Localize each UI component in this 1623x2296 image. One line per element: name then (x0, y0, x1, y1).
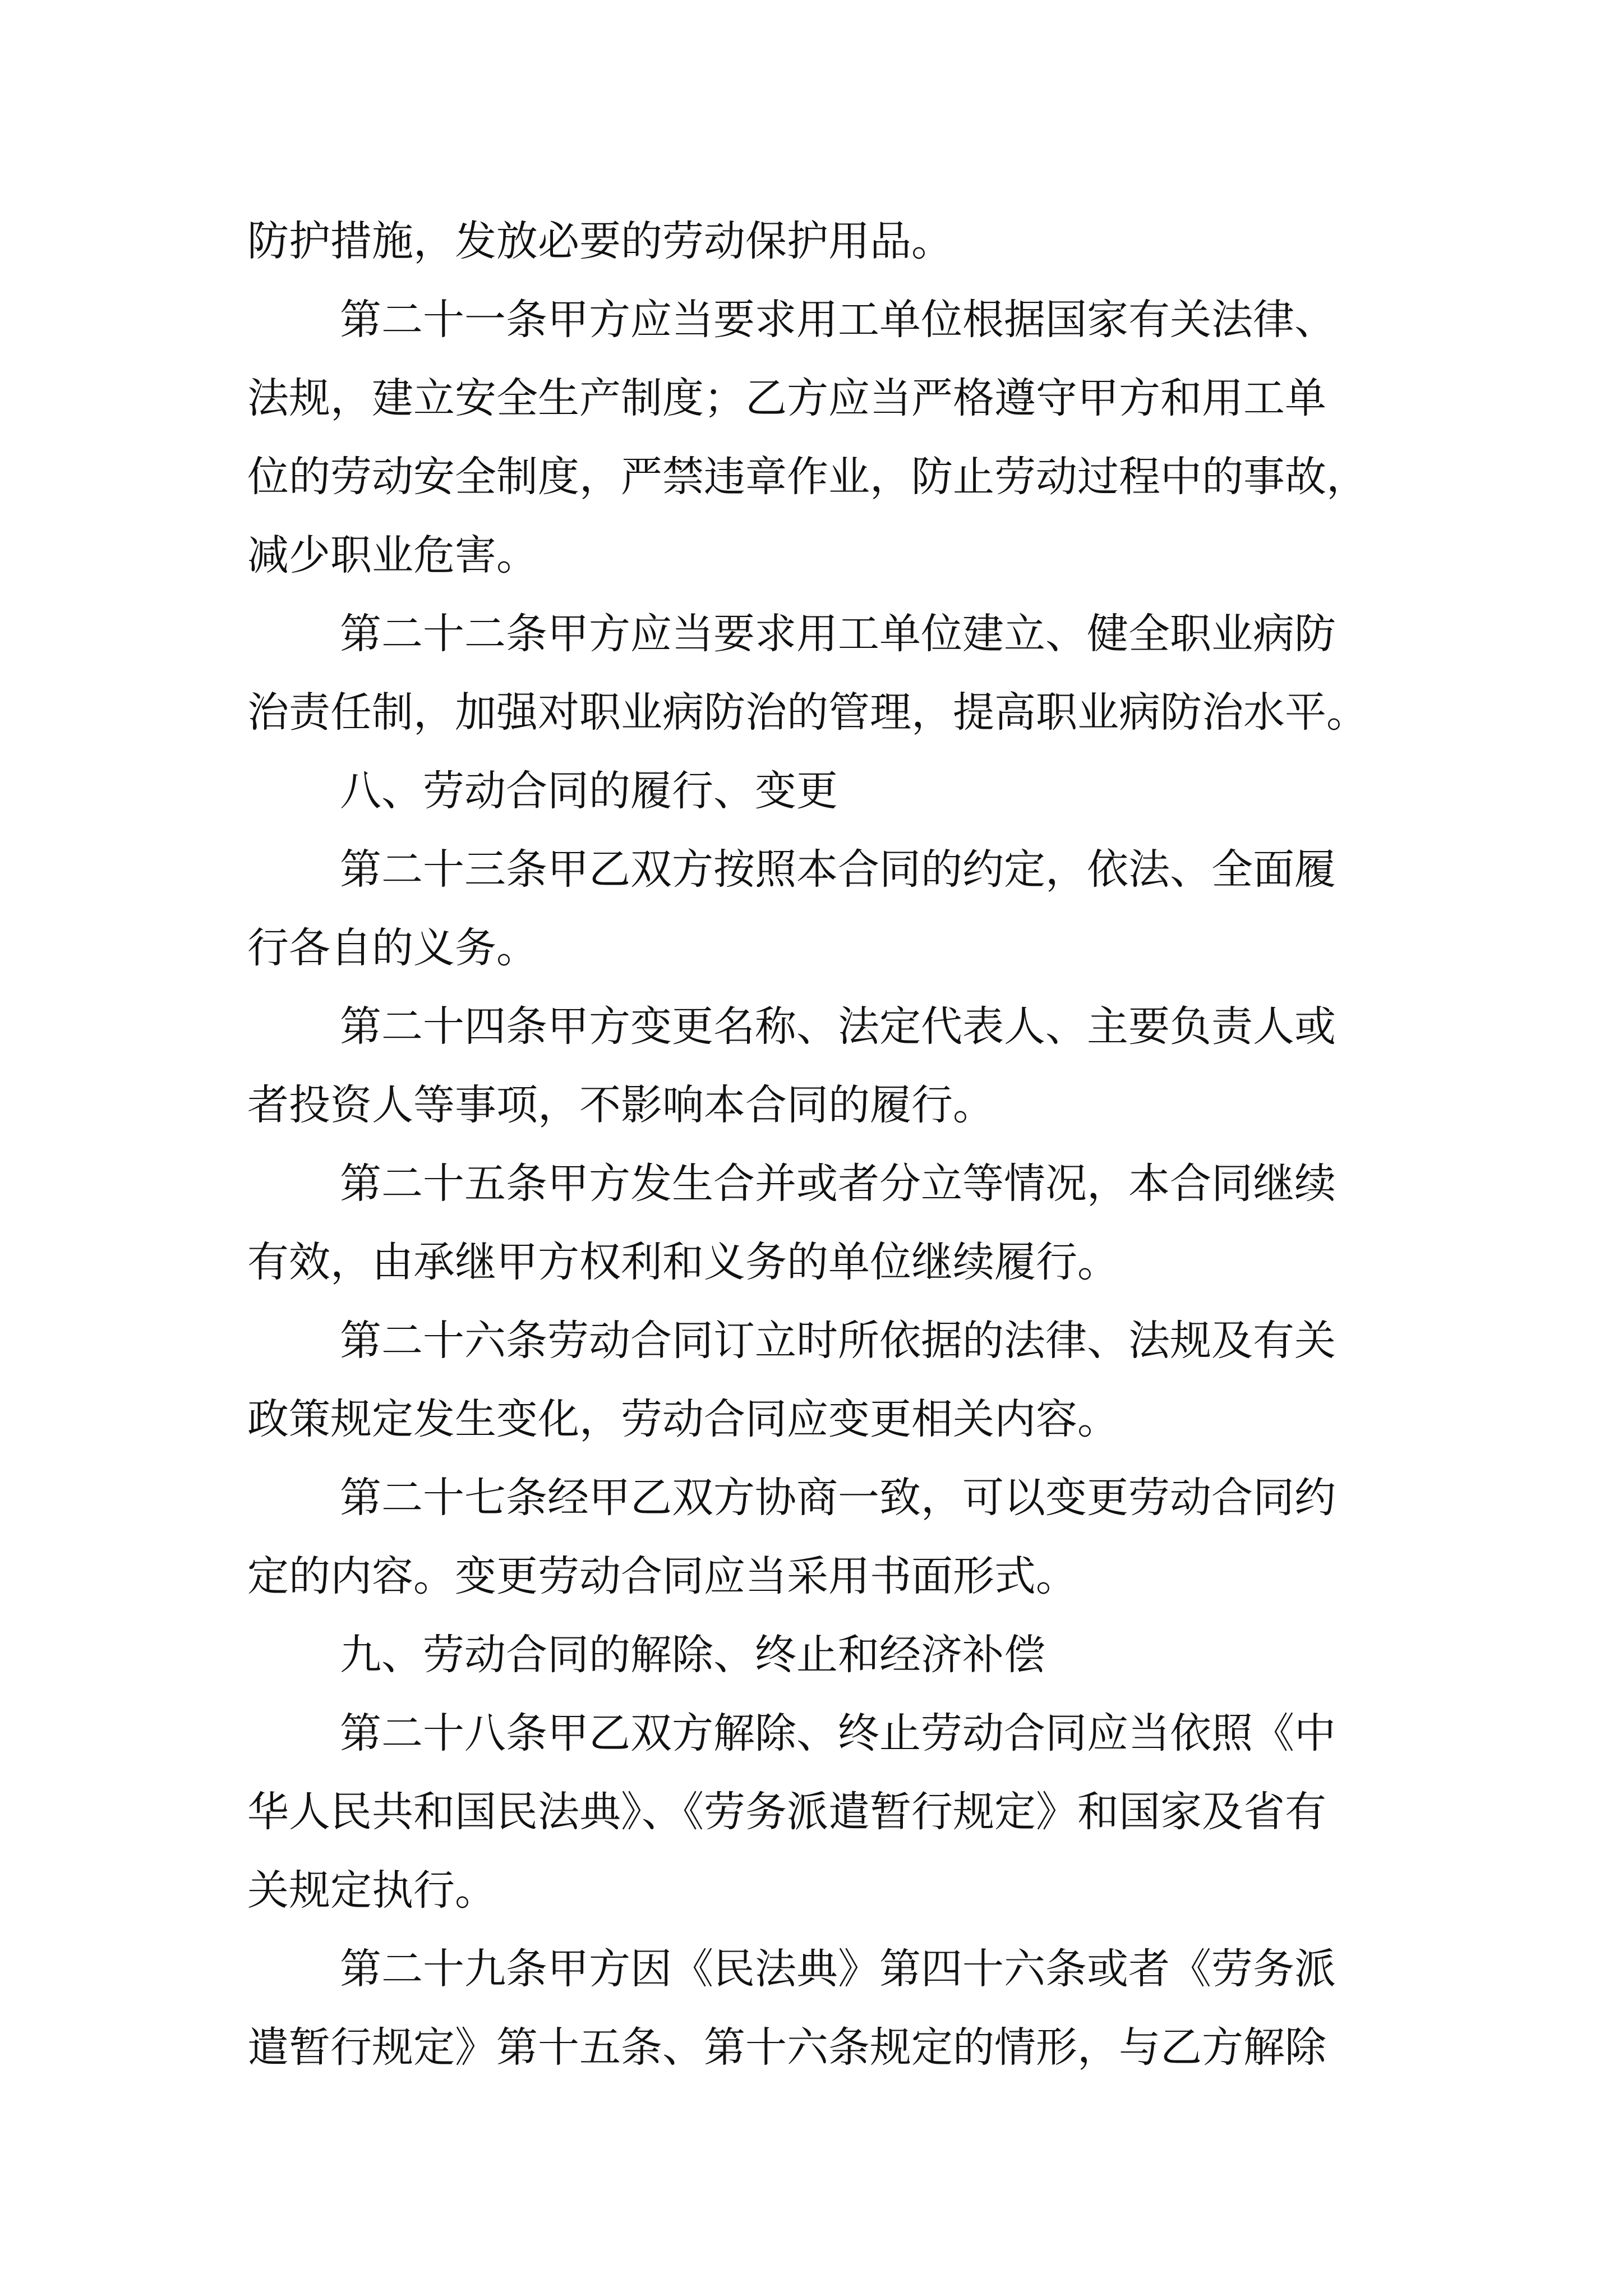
text-line: 位的劳动安全制度，严禁违章作业，防止劳动过程中的事故， (247, 453, 1368, 501)
text-line: 治责任制，加强对职业病防治的管理，提高职业病防治水平。 (247, 688, 1368, 737)
text-line: 减少职业危害。 (247, 531, 538, 579)
article-21-line: 第二十一条甲方应当要求用工单位根据国家有关法律、 (340, 296, 1336, 344)
article-23-line: 第二十三条甲乙双方按照本合同的约定，依法、全面履 (340, 845, 1336, 894)
section-heading-9: 九、劳动合同的解除、终止和经济补偿 (340, 1631, 1045, 1679)
text-line: 有效，由承继甲方权利和义务的单位继续履行。 (247, 1238, 1119, 1286)
text-line: 政策规定发生变化，劳动合同应变更相关内容。 (247, 1395, 1119, 1443)
section-heading-8: 八、劳动合同的履行、变更 (340, 767, 838, 815)
text-line: 法规，建立安全生产制度；乙方应当严格遵守甲方和用工单 (247, 374, 1326, 422)
text-line: 遣暂行规定》第十五条、第十六条规定的情形，与乙方解除 (247, 2023, 1326, 2072)
text-line: 定的内容。变更劳动合同应当采用书面形式。 (247, 1552, 1077, 1600)
article-27-line: 第二十七条经甲乙双方协商一致，可以变更劳动合同约 (340, 1474, 1336, 1522)
text-line: 者投资人等事项，不影响本合同的履行。 (247, 1081, 994, 1129)
article-26-line: 第二十六条劳动合同订立时所依据的法律、法规及有关 (340, 1317, 1336, 1365)
article-22-line: 第二十二条甲方应当要求用工单位建立、健全职业病防 (340, 610, 1336, 658)
article-25-line: 第二十五条甲方发生合并或者分立等情况，本合同继续 (340, 1159, 1336, 1208)
article-24-line: 第二十四条甲方变更名称、法定代表人、主要负责人或 (340, 1002, 1336, 1051)
text-line: 关规定执行。 (247, 1866, 496, 1915)
text-line: 行各自的义务。 (247, 924, 538, 972)
document-body (247, 202, 1369, 2087)
article-29-line: 第二十九条甲方因《民法典》第四十六条或者《劳务派 (340, 1945, 1336, 1993)
text-line: 华人民共和国民法典》、《劳务派遣暂行规定》和国家及省有 (247, 1788, 1326, 1836)
text-line: 防护措施，发放必要的劳动保护用品。 (247, 217, 953, 265)
article-28-line: 第二十八条甲乙双方解除、终止劳动合同应当依照《中 (340, 1709, 1336, 1757)
